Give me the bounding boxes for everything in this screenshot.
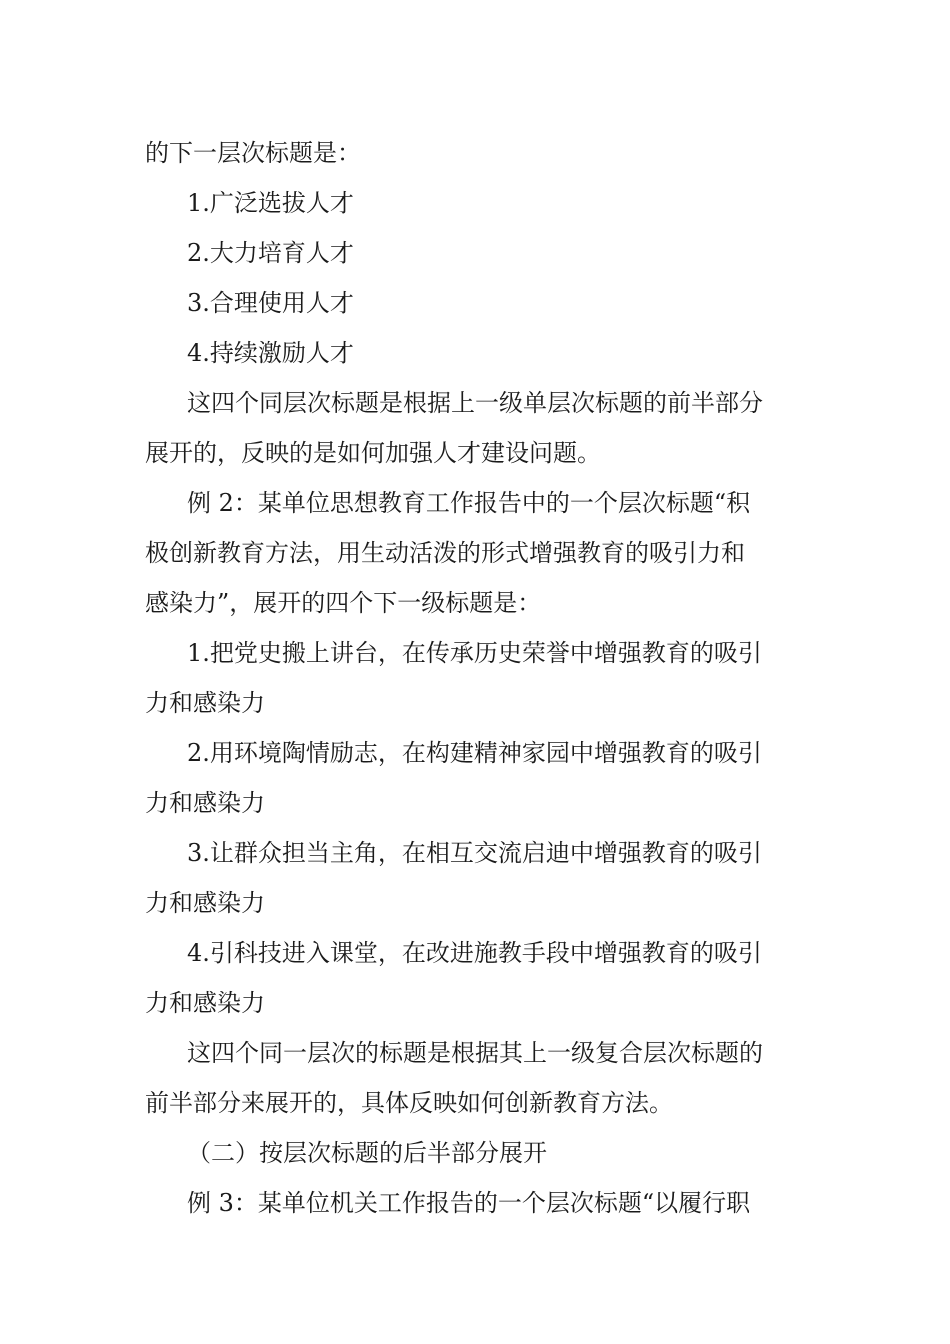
list-item: 4.引科技进入课堂，在改进施教手段中增强教育的吸引 [187,939,762,967]
list-item: 3.让群众担当主角，在相互交流启迪中增强教育的吸引 [187,839,762,867]
list-item-continuation: 力和感染力 [145,689,265,717]
list-item: 3.合理使用人才 [187,289,354,317]
paragraph-line: 这四个同层次标题是根据上一级单层次标题的前半部分 [187,389,763,417]
paragraph-line: 例 2：某单位思想教育工作报告中的一个层次标题“积 [187,489,751,517]
text-line: 的下一层次标题是： [145,139,361,167]
list-item-continuation: 力和感染力 [145,789,265,817]
section-heading: （二）按层次标题的后半部分展开 [187,1139,547,1167]
list-item-continuation: 力和感染力 [145,889,265,917]
paragraph-line: 感染力”，展开的四个下一级标题是： [145,589,542,617]
paragraph-line: 极创新教育方法，用生动活泼的形式增强教育的吸引力和 [145,539,745,567]
list-item: 1.把党史搬上讲台，在传承历史荣誉中增强教育的吸引 [187,639,762,667]
list-item: 2.用环境陶情励志，在构建精神家园中增强教育的吸引 [187,739,762,767]
paragraph-line: 展开的，反映的是如何加强人才建设问题。 [145,439,601,467]
list-item: 4.持续激励人才 [187,339,354,367]
list-item: 2.大力培育人才 [187,239,354,267]
paragraph-line: 这四个同一层次的标题是根据其上一级复合层次标题的 [187,1039,763,1067]
list-item: 1.广泛选拔人才 [187,189,354,217]
paragraph-line: 前半部分来展开的，具体反映如何创新教育方法。 [145,1089,673,1117]
document-page [145,128,805,1228]
list-item-continuation: 力和感染力 [145,989,265,1017]
paragraph-line: 例 3：某单位机关工作报告的一个层次标题“以履行职 [187,1189,751,1217]
